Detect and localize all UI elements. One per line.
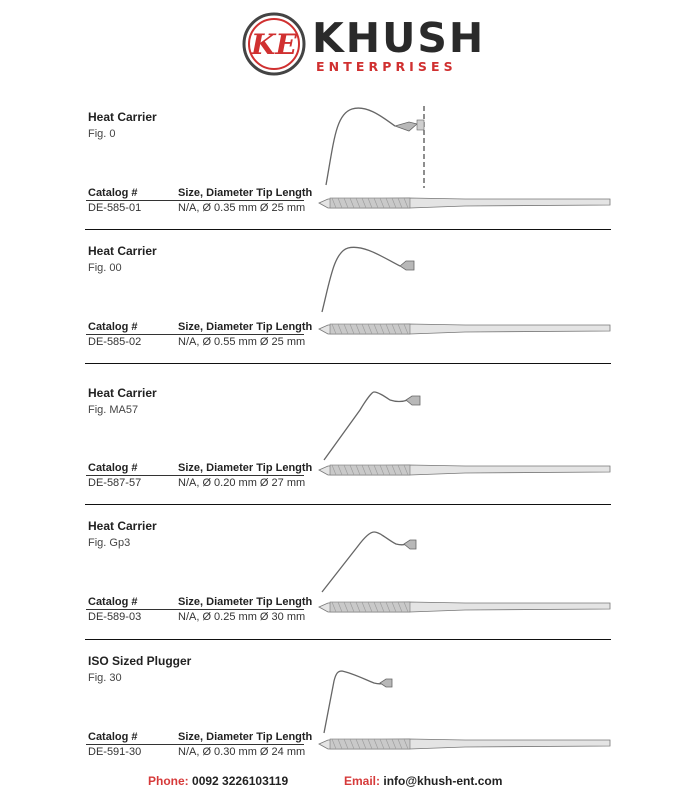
- section-divider: [85, 639, 611, 640]
- catalog-header: Catalog #: [88, 462, 138, 474]
- catalog-number: DE-591-30: [88, 746, 142, 758]
- catalog-number: DE-585-02: [88, 336, 142, 348]
- product-figure: Fig. Gp3: [88, 537, 131, 549]
- footer-phone: [148, 774, 288, 788]
- size-header: Size, Diameter Tip Length: [178, 596, 313, 608]
- catalog-number: DE-589-03: [88, 611, 142, 623]
- size-value: N/A, Ø 0.55 mm Ø 25 mm: [178, 336, 306, 348]
- product-figure: Fig. 30: [88, 672, 122, 684]
- size-header: Size, Diameter Tip Length: [178, 321, 313, 333]
- product-title: Heat Carrier: [88, 244, 157, 258]
- footer-email: [344, 774, 502, 788]
- email-link[interactable]: info@khush-ent.com: [383, 774, 503, 788]
- logo-emblem-icon: [242, 12, 306, 76]
- email-label: Email:: [344, 774, 381, 788]
- catalog-number: DE-587-57: [88, 477, 142, 489]
- size-header: Size, Diameter Tip Length: [178, 187, 313, 199]
- product-title: Heat Carrier: [88, 386, 157, 400]
- instrument-illustration: [0, 236, 689, 376]
- instrument-illustration: [0, 100, 689, 240]
- size-value: N/A, Ø 0.30 mm Ø 24 mm: [178, 746, 306, 758]
- size-value: N/A, Ø 0.25 mm Ø 30 mm: [178, 611, 306, 623]
- phone-number[interactable]: 0092 3226103119: [192, 774, 289, 788]
- size-value: N/A, Ø 0.35 mm Ø 25 mm: [178, 202, 306, 214]
- catalog-header: Catalog #: [88, 187, 138, 199]
- product-block: [0, 378, 689, 518]
- product-title: Heat Carrier: [88, 519, 157, 533]
- instrument-illustration: [0, 378, 689, 518]
- product-figure: Fig. MA57: [88, 404, 139, 416]
- product-block: [0, 100, 689, 240]
- catalog-header: Catalog #: [88, 596, 138, 608]
- product-block: [0, 236, 689, 376]
- phone-label: Phone:: [148, 774, 189, 788]
- product-figure: Fig. 00: [88, 262, 122, 274]
- product-block: [0, 512, 689, 652]
- size-header: Size, Diameter Tip Length: [178, 731, 313, 743]
- brand-name: KHUSH: [312, 14, 486, 62]
- instrument-illustration: [0, 647, 689, 787]
- product-title: Heat Carrier: [88, 110, 157, 124]
- brand-logo: [242, 8, 486, 80]
- catalog-number: DE-585-01: [88, 202, 142, 214]
- brand-tagline: ENTERPRISES: [316, 59, 457, 74]
- instrument-illustration: [0, 512, 689, 652]
- size-header: Size, Diameter Tip Length: [178, 462, 313, 474]
- product-title: ISO Sized Plugger: [88, 654, 192, 668]
- product-block: [0, 647, 689, 787]
- catalog-header: Catalog #: [88, 731, 138, 743]
- logo-initials: KE: [251, 28, 297, 61]
- section-divider: [85, 229, 611, 230]
- section-divider: [85, 363, 611, 364]
- catalog-header: Catalog #: [88, 321, 138, 333]
- product-figure: Fig. 0: [88, 128, 116, 140]
- section-divider: [85, 504, 611, 505]
- size-value: N/A, Ø 0.20 mm Ø 27 mm: [178, 477, 306, 489]
